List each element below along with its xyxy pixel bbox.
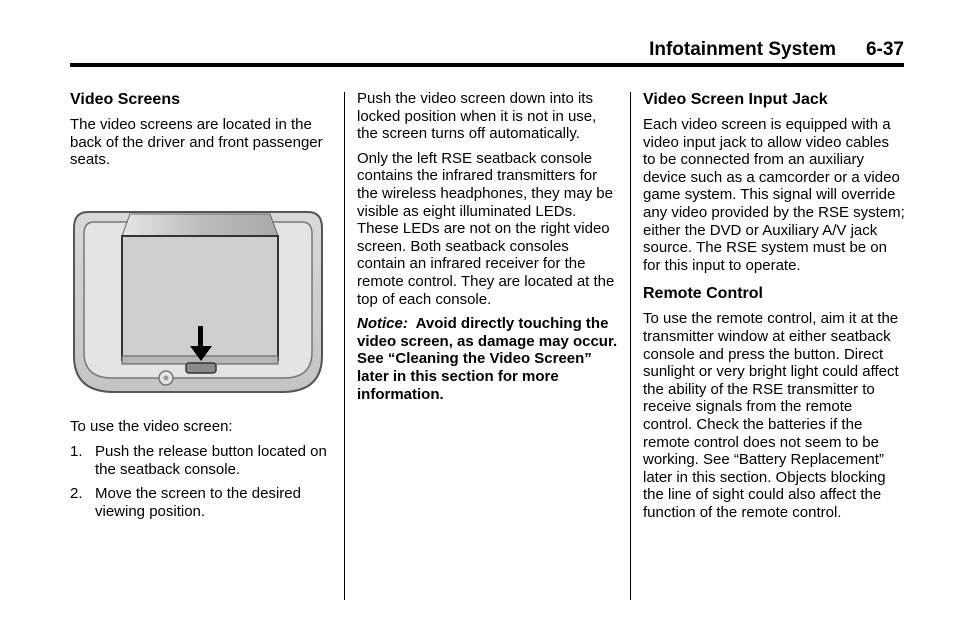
use-screen-text: To use the video screen: (70, 418, 233, 436)
video-screens-heading: Video Screens (70, 91, 180, 108)
notice-label: Notice: (357, 315, 408, 333)
section-title: Infotainment System (649, 39, 836, 60)
remote-control-heading: Remote Control (643, 285, 763, 303)
video-screens-intro: The video screens are located in the back of the driver and front passenger seats. (70, 116, 323, 169)
column-3 (643, 90, 905, 528)
column-divider-2 (630, 92, 631, 600)
input-jack-paragraph: Each video screen is equipped with a video input jack to allow video cables to be connected from an auxiliary device such as a camcorder or a video game system. This signal will override any video provided by the RSE system; either the DVD or Auxiliary A/V jack source. The RSE system must be on for this input to operate. (643, 116, 905, 274)
column-divider-1 (344, 92, 345, 600)
list-item: 1. Push the release button located on the seatback console. (70, 442, 327, 478)
video-screen-illustration (70, 206, 326, 396)
page-header (70, 38, 904, 62)
notice-paragraph (357, 315, 619, 403)
seatback-console-paragraph: Only the left RSE seatback console contains the infrared transmitters for the wireless headphones, they may be visible as eight illuminated LEDs. These LEDs are not on the right video screen. Both seatback consoles contain an infrared receiver for the remote control. They are located at the top of each console. (357, 149, 615, 308)
column-2 (357, 90, 619, 410)
page-number: 6-37 (865, 39, 904, 60)
column-1 (70, 90, 334, 527)
input-jack-heading: Video Screen Input Jack (643, 91, 828, 108)
header-rule (70, 63, 904, 67)
list-item: 2. Move the screen to the desired viewing position. (70, 485, 301, 520)
notice-text: Avoid directly touching the video screen, as damage may occur. See “Cleaning the Video Screen” later in this section for more information. (357, 315, 618, 403)
steps-list (70, 443, 334, 520)
remote-control-paragraph: To use the remote control, aim it at the transmitter window at either seatback console and press the button. Direct sunlight or very bright light could affect the ability of the RSE transmitter to receive signals from the remote control. Check the batteries if the remote control does not seem to be working. See “Battery Replacement” later in this section. Objects blocking the line of sight could also affect the function of the remote control. (643, 310, 899, 521)
lock-screen-paragraph: Push the video screen down into its locked position when it is not in use, the screen turns off automatically. (357, 90, 597, 143)
